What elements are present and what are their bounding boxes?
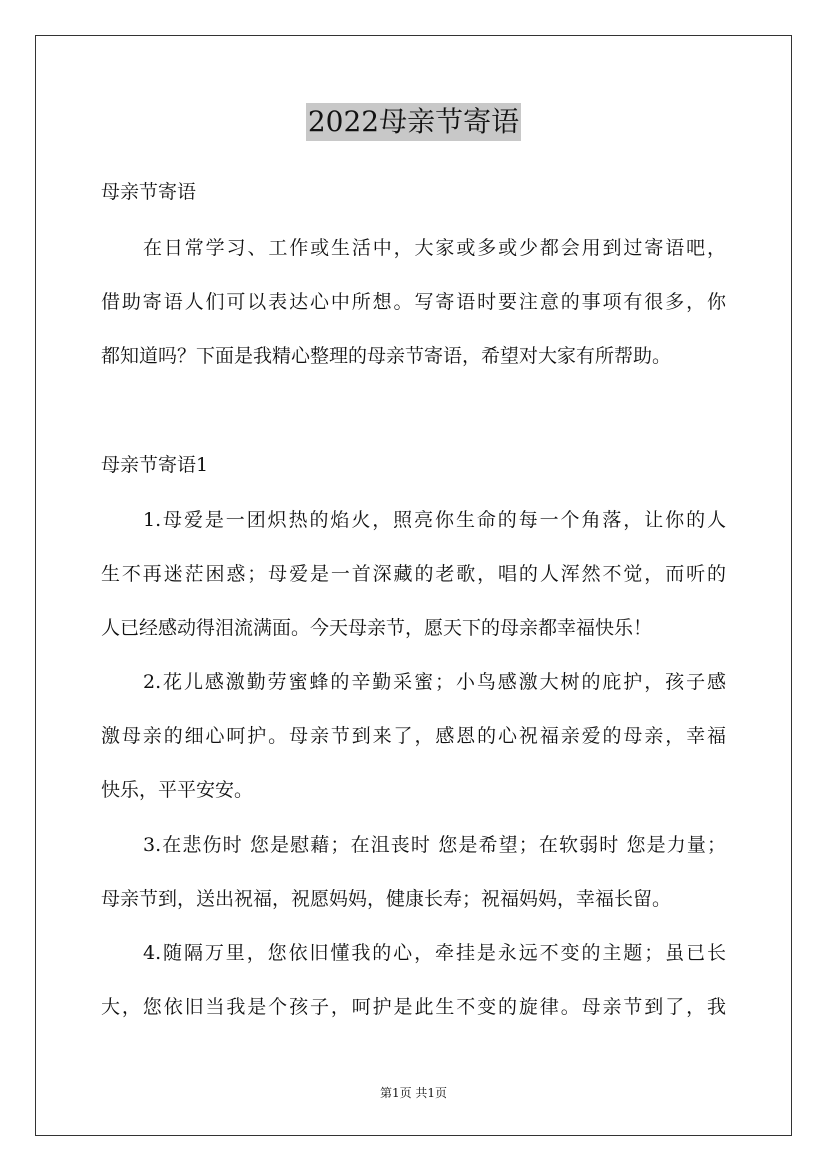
item-2-line-2: 激母亲的细心呵护。母亲节到来了，感恩的心祝福亲爱的母亲，幸福	[101, 725, 726, 747]
item-2-line-1: 2.花儿感激勤劳蜜蜂的辛勤采蜜；小鸟感激大树的庇护，孩子感	[143, 671, 726, 693]
section-heading: 母亲节寄语1	[101, 454, 209, 476]
intro-line-3: 都知道吗？下面是我精心整理的母亲节寄语，希望对大家有所帮助。	[101, 345, 672, 367]
item-1-line-3: 人已经感动得泪流满面。今天母亲节，愿天下的母亲都幸福快乐！	[101, 617, 653, 639]
item-1-line-1: 1.母爱是一团炽热的焰火，照亮你生命的每一个角落，让你的人	[143, 509, 726, 531]
item-4-line-2: 大，您依旧当我是个孩子，呵护是此生不变的旋律。母亲节到了，我	[101, 996, 726, 1018]
document-title: 2022母亲节寄语	[306, 103, 521, 141]
page-footer: 第1页 共1页	[379, 1086, 448, 1100]
intro-line-2: 借助寄语人们可以表达心中所想。写寄语时要注意的事项有很多，你	[101, 291, 726, 313]
item-3-line-1: 3.在悲伤时 您是慰藉；在沮丧时 您是希望；在软弱时 您是力量；	[143, 834, 726, 856]
item-4-line-1: 4.随隔万里，您依旧懂我的心，牵挂是永远不变的主题；虽已长	[143, 942, 726, 964]
title-wrap	[0, 103, 827, 141]
intro-line-1: 在日常学习、工作或生活中，大家或多或少都会用到过寄语吧，	[143, 237, 726, 259]
item-1-line-2: 生不再迷茫困惑；母爱是一首深藏的老歌，唱的人浑然不觉，而听的	[101, 563, 726, 585]
item-2-line-3: 快乐，平平安安。	[101, 779, 254, 801]
subtitle: 母亲节寄语	[101, 181, 197, 203]
item-3-line-2: 母亲节到，送出祝福，祝愿妈妈，健康长寿；祝福妈妈，幸福长留。	[101, 888, 672, 910]
